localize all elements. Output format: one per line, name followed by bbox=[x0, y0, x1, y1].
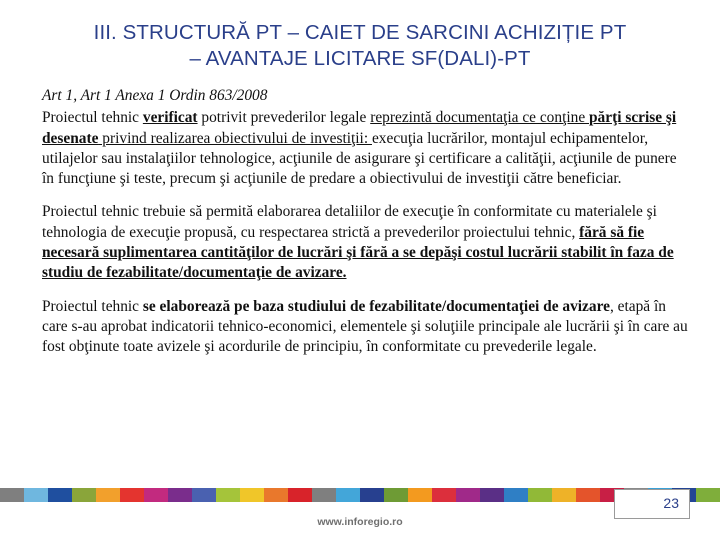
color-bar-segment bbox=[120, 488, 144, 502]
color-bar-segment bbox=[0, 488, 24, 502]
p2-text-1: Proiectul tehnic trebuie să permită elaborarea detaliilor de execuţie în conformitate cu materialele şi tehnologia de execuţie propusă, cu respectarea strictă a prevederilor proiectului tehnic, bbox=[42, 203, 657, 241]
color-bar-segment bbox=[384, 488, 408, 502]
p1-written-drawn-parts: părţi scrise şi desenate bbox=[42, 109, 677, 147]
color-bar-segment bbox=[360, 488, 384, 502]
p1-text-3: potrivit prevederilor legale bbox=[197, 109, 371, 127]
color-bar-segment bbox=[408, 488, 432, 502]
color-bar-segment bbox=[72, 488, 96, 502]
decorative-color-bar bbox=[0, 488, 720, 502]
color-bar-segment bbox=[312, 488, 336, 502]
color-bar-segment bbox=[552, 488, 576, 502]
color-bar-segment bbox=[528, 488, 552, 502]
p3-text-3: , etapă în care s-au aprobat indicatorii tehnico-economici, elementele şi soluţiile principale ale lucrării şi în care au fost obţinute toate avizele şi acordurile de principiu, în conformitate cu prevederile legale. bbox=[42, 297, 688, 356]
color-bar-segment bbox=[216, 488, 240, 502]
color-bar-segment bbox=[264, 488, 288, 502]
footer-url: www.inforegio.ro bbox=[317, 516, 403, 528]
color-bar-segment bbox=[192, 488, 216, 502]
page-number-box bbox=[614, 489, 690, 519]
legal-reference: Art 1, Art 1 Anexa 1 Ordin 863/2008 bbox=[42, 87, 268, 104]
paragraph-execution-details bbox=[42, 202, 692, 283]
p1-text-7: execuţia lucrărilor, montajul echipamentelor, utilajelor sau instalaţiilor tehnologice, acţiunile de asigurare şi certificare a calităţii, acţiunile de punere în funcţiune şi teste, precum şi acţiunile de predare a obiectivului de investiţii către beneficiar. bbox=[42, 129, 677, 188]
paragraph-elaboration-basis bbox=[42, 297, 692, 358]
p1-represents: reprezintă documentaţia ce conţine bbox=[370, 109, 589, 127]
color-bar-segment bbox=[48, 488, 72, 502]
slide-title-line-1: III. STRUCTURĂ PT – CAIET DE SARCINI ACHIZIȚIE PT bbox=[93, 21, 627, 44]
color-bar-segment bbox=[456, 488, 480, 502]
p2-no-supplement: fără să fie necesară suplimentarea cantităţilor de lucrări şi fără a se depăşi costul lucrării stabilit în faza de studiu de fezabilitate/documentaţie de avizare. bbox=[42, 223, 674, 282]
slide-title bbox=[30, 20, 690, 72]
p1-investment-objective: privind realizarea obiectivului de investiţii: bbox=[98, 129, 372, 147]
color-bar-segment bbox=[480, 488, 504, 502]
slide-body bbox=[42, 86, 692, 358]
page-number: 23 bbox=[663, 495, 679, 511]
color-bar-segment bbox=[696, 488, 720, 502]
color-bar-segment bbox=[576, 488, 600, 502]
p3-elaboration-basis: se elaborează pe baza studiului de fezabilitate/documentaţiei de avizare bbox=[142, 297, 610, 315]
paragraph-definition bbox=[42, 108, 692, 189]
color-bar-segment bbox=[504, 488, 528, 502]
color-bar-segment bbox=[24, 488, 48, 502]
color-bar-segment bbox=[432, 488, 456, 502]
color-bar-segment bbox=[96, 488, 120, 502]
p3-text-1: Proiectul tehnic bbox=[42, 297, 143, 315]
slide-title-line-2: – AVANTAJE LICITARE SF(DALI)-PT bbox=[189, 47, 531, 70]
color-bar-segment bbox=[168, 488, 192, 502]
color-bar-segment bbox=[288, 488, 312, 502]
p1-verified: verificat bbox=[142, 109, 198, 127]
color-bar-segment bbox=[144, 488, 168, 502]
p1-text-1: Proiectul tehnic bbox=[42, 109, 143, 127]
color-bar-segment bbox=[336, 488, 360, 502]
color-bar-segment bbox=[240, 488, 264, 502]
